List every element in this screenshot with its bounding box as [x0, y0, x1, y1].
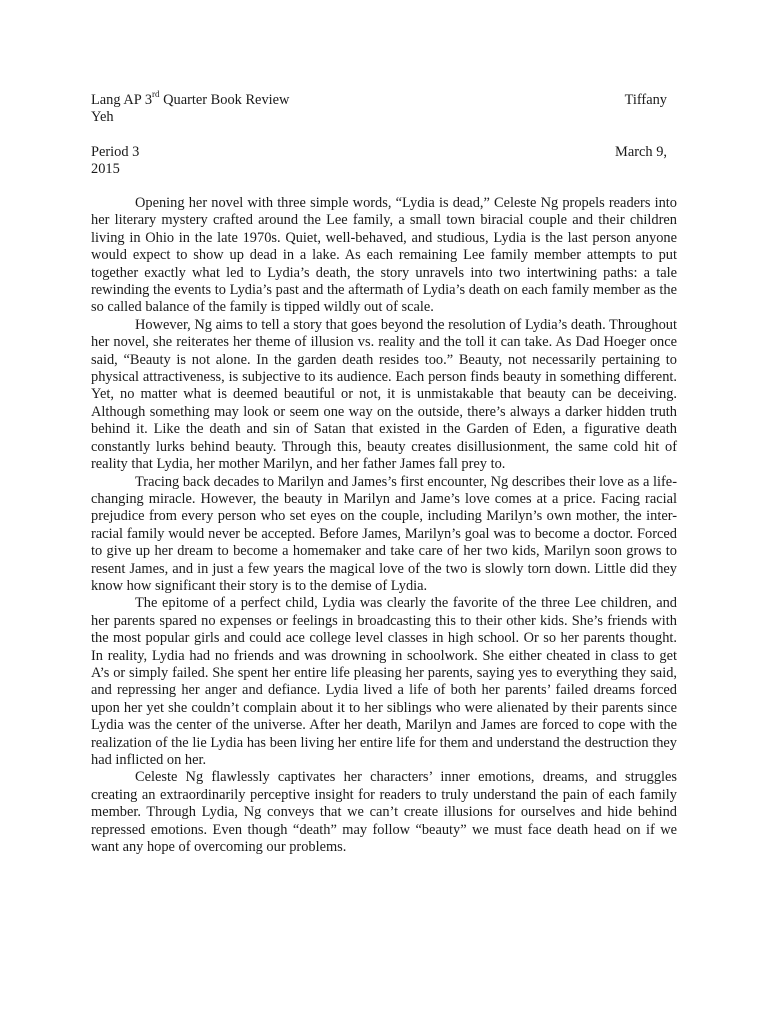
- course-title: Lang AP 3rd Quarter Book Review: [91, 89, 290, 108]
- author-last-name: Yeh: [91, 109, 114, 126]
- author-first-name: Tiffany: [624, 92, 667, 108]
- body-paragraph: Opening her novel with three simple words, “Lydia is dead,” Celeste Ng propels readers into her literary mystery crafted around the Lee family, a small town biracial couple and their children living in Ohio in the late 1970s. Quiet, well-behaved, and studious, Lydia is the last person anyone would expect to show up dead in a lake. As each remaining Lee family member attempts to put together exactly what led to Lydia’s death, the story unravels into two intertwining paths: a tale rewinding the events to Lydia’s past and the aftermath of Lydia’s death on each family member as the so called balance of the family is tipped wildly out of scale.: [91, 195, 677, 316]
- date-month-day: March 9,: [615, 144, 667, 160]
- header-period-block: [91, 144, 677, 179]
- body-paragraph: However, Ng aims to tell a story that goes beyond the resolution of Lydia’s death. Throughout her novel, she reiterates her theme of illusion vs. reality and the toll it can take. As Dad Hoeger once said, “Beauty is not alone. In the garden death resides too.” Beauty, not necessarily pertaining to physical attractiveness, is subjective to its audience. Each person finds beauty in something different. Yet, no matter what is deemed beautiful or not, it is unmistakable that beauty can be deceiving. Although something may look or seem one way on the outside, there’s always a darker hidden truth behind it. Like the death and sin of Satan that existed in the Garden of Eden, a figurative death constantly lurks behind beauty. Through this, beauty creates disillusionment, the same cold hit of reality that Lydia, her mother Marilyn, and her father James fall prey to.: [91, 316, 677, 473]
- date-year: 2015: [91, 161, 120, 178]
- body-paragraph: Tracing back decades to Marilyn and James’s first encounter, Ng describes their love as a life-changing miracle. However, the beauty in Marilyn and Jame’s love comes at a price. Facing racial prejudice from every person who set eyes on the couple, including Marilyn’s own mother, the inter-racial family would never be accepted. Before James, Marilyn’s goal was to become a doctor. Forced to give up her dream to become a homemaker and take care of her two kids, Marilyn soon grows to resent James, and in just a few years the magical love of the two is slowly torn down. Little did they know how significant their story is to the demise of Lydia.: [91, 473, 677, 594]
- body-paragraph: The epitome of a perfect child, Lydia was clearly the favorite of the three Lee children, and her parents spared no expenses or feelings in broadcasting this to their other kids. She’s friends with the most popular girls and could ace college level classes in high school. Or so her parents thought. In reality, Lydia had no friends and was drowning in schoolwork. She either cheated in class to get A’s or simply failed. She spent her entire life pleasing her parents, saying yes to everything they said, and repressing her anger and defiance. Lydia lived a life of both her parents’ failed dreams forced upon her yet she couldn’t complain about it to her siblings who were alienated by their parents since Lydia was the center of the universe. After her death, Marilyn and James are forced to cope with the realization of the lie Lydia has been living her entire life for them and understand the destruction they had inflicted on her.: [91, 595, 677, 768]
- review-body: [91, 195, 677, 856]
- header-title-block: [91, 89, 677, 127]
- class-period: Period 3: [91, 144, 140, 160]
- body-paragraph: Celeste Ng flawlessly captivates her characters’ inner emotions, dreams, and struggles creating an extraordinarily perceptive insight for readers to truly understand the pain of each family member. Through Lydia, Ng conveys that we can’t create illusions for ourselves and hide behind repressed emotions. Even though “death” may follow “beauty” we must face death head on if we want any hope of overcoming our problems.: [91, 769, 677, 856]
